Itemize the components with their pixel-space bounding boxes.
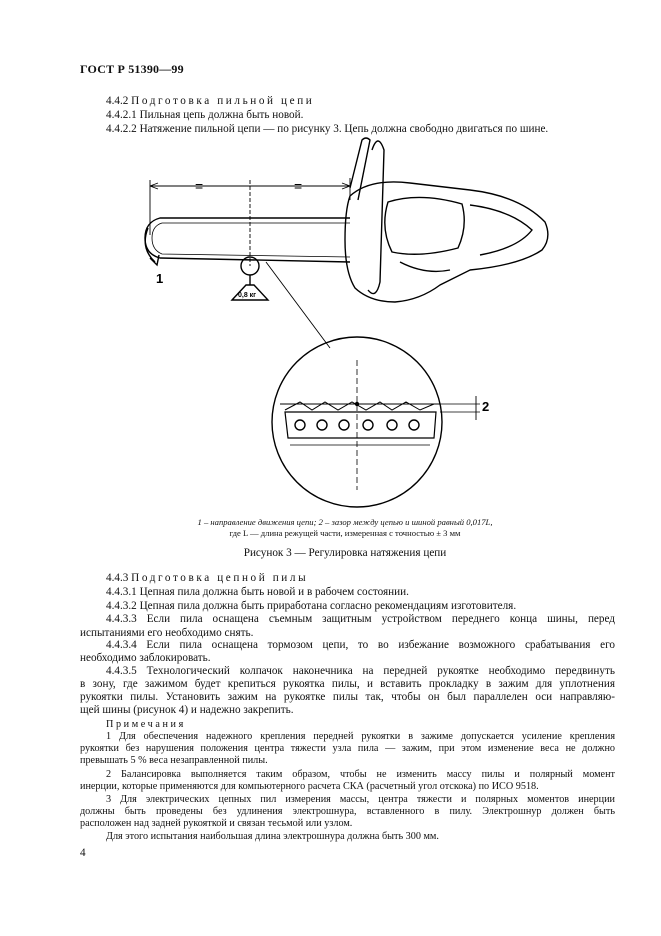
paragraph-4-4-2-1: 4.4.2.1 Пильная цепь должна быть новой. bbox=[106, 109, 304, 121]
paragraph-4-4-3-2: 4.4.3.2 Цепная пила должна быть приработана согласно рекомендациям изготовителя. bbox=[106, 600, 517, 612]
paragraph-4-4-3-4-line-1: 4.4.3.4 Если пила оснащена тормозом цепи, то во избежание возможного срабатывания его bbox=[106, 639, 615, 651]
weight-label: 0,8 кг bbox=[238, 292, 257, 299]
figure-3-chain-tension-drawing bbox=[130, 132, 560, 514]
figure-caption: Рисунок 3 — Регулировка натяжения цепи bbox=[243, 547, 447, 559]
figure-legend-line-2: где L — длина режущей части, измеренная с точностью ± 3 мм bbox=[229, 528, 461, 538]
paragraph-4-4-2-2: 4.4.2.2 Натяжение пильной цепи — по рисунку 3. Цепь должна свободно двигаться по шине. bbox=[106, 123, 549, 135]
heading-number: 4.4.3 bbox=[106, 572, 129, 584]
paragraph-4-4-3-5-line-4: щей шины (рисунок 4) и надежно закрепить. bbox=[80, 704, 294, 716]
callout-1: 1 bbox=[156, 271, 164, 286]
note-2-line-1: 2 Балансировка выполняется таким образом, чтобы не изменить массу пилы и полярный момент bbox=[106, 769, 615, 780]
dimension-equal-right: = bbox=[294, 178, 303, 194]
paragraph-4-4-3-3-line-2: испытаниями его необходимо снять. bbox=[80, 627, 254, 639]
note-3-line-1: 3 Для электрических цепных пил измерения массы, центра тяжести и полярных моментов инерции bbox=[106, 794, 615, 805]
paragraph-4-4-3-1: 4.4.3.1 Цепная пила должна быть новой и в рабочем состоянии. bbox=[106, 586, 409, 598]
dimension-equal-left: = bbox=[195, 178, 204, 194]
note-1-line-1: 1 Для обеспечения надежного крепления передней рукоятки в зажиме допускается усиление крепления bbox=[106, 731, 615, 742]
paragraph-4-4-3-5-line-1: 4.4.3.5 Технологический колпачок наконечника на передней рукоятке необходимо передвинуть bbox=[106, 665, 615, 677]
front-handle bbox=[350, 138, 370, 200]
callout-2: 2 bbox=[482, 399, 490, 414]
notes-title: Примечания bbox=[106, 719, 186, 730]
paragraph-4-4-3-4-line-2: необходимо заблокировать. bbox=[80, 652, 211, 664]
heading-text: Подготовка цепной пилы bbox=[131, 572, 309, 584]
section-4-4-3-heading bbox=[106, 571, 308, 585]
section-4-4-2-heading bbox=[106, 94, 314, 108]
heading-text: Подготовка пильной цепи bbox=[131, 95, 315, 107]
note-2-line-2: инерции, которые применяются для компьютерного расчета СКА (расчетный угол отскока) по ИСО 9518. bbox=[80, 781, 539, 792]
paragraph-4-4-3-3-line-1: 4.4.3.3 Если пила оснащена съемным защитным устройством переднего конца шины, перед bbox=[106, 613, 615, 625]
note-1-line-3: превышать 5 % веса незаправленной пилы. bbox=[80, 755, 268, 766]
heading-number: 4.4.2 bbox=[106, 95, 129, 107]
paragraph-4-4-3-5-line-3: рукоятки пилы. Установить зажим на рукоятке пилы так, чтобы он был параллелен оси направляю- bbox=[80, 691, 615, 703]
paragraph-4-4-3-5-line-2: в зону, где зажимом будет крепиться рукоятка пилы, и вставить прокладку в зажим для уплотнения bbox=[80, 678, 615, 690]
figure-legend-line-1: 1 – направление движения цепи; 2 – зазор между цепью и шиной равный 0,017L, bbox=[197, 517, 493, 527]
page-number: 4 bbox=[80, 847, 86, 859]
note-4: Для этого испытания наибольшая длина электрошнура должна быть 300 мм. bbox=[106, 831, 439, 842]
note-1-line-2: рукоятки без нарушения положения центра тяжести узла пила — зажим, при этом изменение веса не должно bbox=[80, 743, 615, 754]
document-header: ГОСТ Р 51390—99 bbox=[80, 62, 184, 76]
note-3-line-2: должны быть проведены без удлинения электрошнура, вставленного в пилу. Электрошнур должен быть bbox=[80, 806, 615, 817]
note-3-line-3: расположен над задней рукояткой и связан тесьмой или узлом. bbox=[80, 818, 353, 829]
